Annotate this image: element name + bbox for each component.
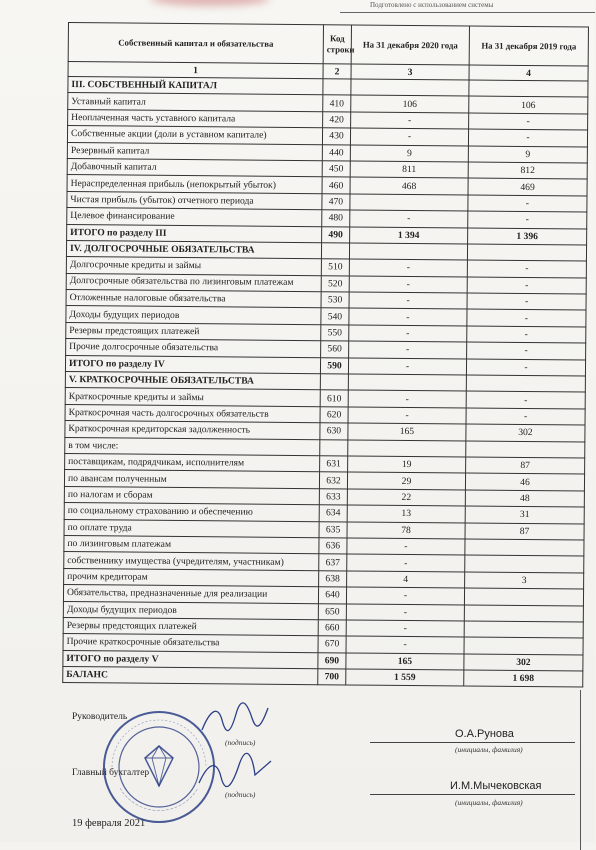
row-code-cell: 520: [321, 275, 349, 292]
column-number-cell: 2: [323, 64, 351, 79]
row-value-2019-cell: -: [469, 113, 588, 130]
row-name-cell: по оплате труда: [64, 519, 319, 538]
row-code-cell: 610: [320, 390, 348, 407]
row-value-2019-cell: [464, 621, 583, 638]
head-sign-caption: (подпись): [225, 738, 256, 747]
col-header-2020: На 31 декабря 2020 года: [351, 25, 469, 65]
row-code-cell: 640: [318, 587, 346, 604]
row-code-cell: 637: [319, 554, 347, 571]
row-value-2020-cell: 13: [347, 505, 465, 522]
row-value-2020-cell: 468: [350, 177, 468, 194]
row-code-cell: 410: [323, 95, 351, 112]
head-name-caption: (инициалы, фамилия): [455, 745, 523, 754]
row-code-cell: 633: [319, 488, 347, 505]
row-code-cell: 460: [322, 177, 350, 194]
balance-table: [62, 22, 589, 688]
row-code-cell: [320, 439, 348, 456]
row-code-cell: 700: [318, 669, 346, 686]
row-code-cell: 650: [318, 603, 346, 620]
row-value-2020-cell: 165: [346, 653, 464, 670]
row-value-2019-cell: 302: [466, 424, 585, 441]
row-value-2019-cell: -: [467, 326, 586, 343]
row-code-cell: 420: [323, 112, 351, 129]
row-value-2019-cell: -: [467, 342, 586, 359]
row-value-2020-cell: -: [349, 292, 467, 309]
row-value-2019-cell: 1 698: [464, 670, 583, 687]
row-name-cell: V. КРАТКОСРОЧНЫЕ ОБЯЗАТЕЛЬСТВА: [65, 372, 320, 391]
row-value-2019-cell: [467, 244, 586, 261]
row-value-2020-cell: 9: [350, 145, 468, 162]
row-value-2020-cell: 19: [348, 456, 466, 473]
row-value-2020-cell: 165: [348, 423, 466, 440]
row-name-cell: по социальному страхованию и обеспечению: [64, 503, 319, 522]
row-code-cell: 632: [319, 472, 347, 489]
row-value-2019-cell: [464, 604, 583, 621]
row-name-cell: ИТОГО по разделу IV: [65, 355, 320, 374]
prepared-note: Подготовлено с использованием системы: [370, 1, 494, 9]
row-name-cell: Резервы предстоящих платежей: [63, 617, 318, 636]
row-value-2019-cell: 469: [468, 178, 587, 195]
row-value-2020-cell: -: [346, 636, 464, 653]
accountant-signature-icon: [195, 755, 275, 795]
table-header-row: [68, 23, 588, 67]
row-name-cell: Долгосрочные обязательства по лизинговым платежам: [66, 273, 321, 292]
row-value-2020-cell: -: [347, 554, 465, 571]
row-name-cell: Прочие краткосрочные обязательства: [63, 634, 318, 653]
row-code-cell: 670: [318, 636, 346, 653]
row-code-cell: 440: [322, 144, 350, 161]
row-value-2020-cell: 4: [347, 571, 465, 588]
row-name-cell: Целевое финансирование: [67, 208, 322, 227]
red-smudge: [150, 0, 270, 6]
header-rule: [340, 12, 595, 13]
row-value-2019-cell: -: [466, 408, 585, 425]
accountant-name-caption: (инициалы, фамилия): [455, 798, 523, 807]
head-signature-icon: [200, 700, 270, 740]
row-value-2020-cell: -: [348, 358, 466, 375]
row-value-2020-cell: -: [348, 390, 466, 407]
row-code-cell: 510: [321, 259, 349, 276]
row-name-cell: в том числе:: [65, 437, 320, 456]
row-code-cell: 590: [320, 357, 348, 374]
row-code-cell: 540: [321, 308, 349, 325]
row-name-cell: ИТОГО по разделу III: [67, 224, 322, 243]
row-name-cell: Уставный капитал: [68, 93, 323, 112]
row-name-cell: III. СОБСТВЕННЫЙ КАПИТАЛ: [68, 77, 323, 96]
row-value-2019-cell: 87: [466, 457, 585, 474]
row-value-2019-cell: 9: [468, 146, 587, 163]
row-value-2020-cell: -: [349, 259, 467, 276]
row-name-cell: ИТОГО по разделу V: [63, 650, 318, 669]
row-value-2019-cell: -: [466, 359, 585, 376]
row-code-cell: [320, 374, 348, 391]
row-value-2020-cell: -: [351, 112, 469, 129]
row-value-2020-cell: 78: [347, 522, 465, 539]
row-name-cell: Отложенные налоговые обязательства: [66, 290, 321, 309]
row-code-cell: 638: [319, 570, 347, 587]
row-value-2019-cell: [464, 637, 583, 654]
row-code-cell: 634: [319, 505, 347, 522]
row-value-2020-cell: -: [349, 276, 467, 293]
row-value-2019-cell: [465, 539, 584, 556]
row-value-2019-cell: -: [467, 260, 586, 277]
row-name-cell: Обязательства, предназначенные для реализации: [63, 585, 318, 604]
row-code-cell: 620: [320, 407, 348, 424]
row-value-2020-cell: [349, 243, 467, 260]
row-name-cell: Добавочный капитал: [67, 158, 322, 177]
row-value-2020-cell: -: [346, 620, 464, 637]
row-value-2020-cell: 22: [347, 489, 465, 506]
row-value-2019-cell: 106: [469, 96, 588, 113]
row-name-cell: Краткосрочные кредиты и займы: [65, 388, 320, 407]
row-code-cell: 560: [321, 341, 349, 358]
row-name-cell: IV. ДОЛГОСРОЧНЫЕ ОБЯЗАТЕЛЬСТВА: [66, 240, 321, 259]
row-code-cell: 470: [322, 193, 350, 210]
row-name-cell: по налогам и сборам: [64, 486, 319, 505]
row-name-cell: БАЛАНС: [63, 667, 318, 686]
column-number-cell: 3: [351, 64, 469, 80]
row-code-cell: 530: [321, 292, 349, 309]
col-header-name: Собственный капитал и обязательства: [68, 23, 323, 64]
head-sign-line: [370, 742, 575, 743]
page-edge: [580, 690, 596, 850]
row-value-2019-cell: -: [468, 129, 587, 146]
row-value-2020-cell: 1 394: [350, 226, 468, 243]
row-value-2020-cell: [348, 440, 466, 457]
row-name-cell: по лизинговым платежам: [64, 535, 319, 554]
row-name-cell: собственнику имущества (учредителям, участникам): [64, 552, 319, 571]
col-header-code: Код строки: [323, 25, 351, 64]
row-name-cell: Краткосрочная часть долгосрочных обязательств: [65, 404, 320, 423]
row-value-2019-cell: [469, 80, 588, 97]
head-name: О.А.Рунова: [455, 728, 514, 740]
row-value-2019-cell: 48: [465, 490, 584, 507]
row-value-2019-cell: -: [467, 309, 586, 326]
row-value-2020-cell: [350, 194, 468, 211]
row-name-cell: Долгосрочные кредиты и займы: [66, 257, 321, 276]
row-value-2019-cell: -: [468, 195, 587, 212]
row-value-2019-cell: 87: [465, 523, 584, 540]
row-code-cell: [321, 243, 349, 260]
row-name-cell: Собственные акции (доли в уставном капитале): [67, 126, 322, 145]
row-code-cell: 630: [320, 423, 348, 440]
row-value-2020-cell: [348, 374, 466, 391]
row-value-2019-cell: [464, 588, 583, 605]
row-name-cell: Резервный капитал: [67, 142, 322, 161]
row-name-cell: по авансам полученным: [64, 470, 319, 489]
row-value-2020-cell: -: [346, 603, 464, 620]
row-code-cell: 430: [322, 128, 350, 145]
row-value-2020-cell: 811: [350, 161, 468, 178]
col-header-2019: На 31 декабря 2019 года: [469, 26, 588, 66]
row-value-2020-cell: -: [348, 407, 466, 424]
accountant-sign-line: [370, 794, 575, 795]
row-value-2020-cell: [351, 79, 469, 96]
row-value-2020-cell: -: [346, 587, 464, 604]
row-name-cell: Чистая прибыль (убыток) отчетного периода: [67, 191, 322, 210]
row-name-cell: Неоплаченная часть уставного капитала: [68, 109, 323, 128]
row-code-cell: 636: [319, 538, 347, 555]
row-name-cell: Нераспределенная прибыль (непокрытый убыток): [67, 175, 322, 194]
row-name-cell: Доходы будущих периодов: [66, 306, 321, 325]
row-value-2019-cell: 3: [465, 572, 584, 589]
row-value-2019-cell: 302: [464, 654, 583, 671]
row-code-cell: 450: [322, 161, 350, 178]
row-value-2019-cell: 46: [465, 473, 584, 490]
row-value-2020-cell: -: [349, 325, 467, 342]
row-code-cell: 660: [318, 620, 346, 637]
row-name-cell: Резервы предстоящих платежей: [66, 322, 321, 341]
row-code-cell: 635: [319, 521, 347, 538]
row-value-2020-cell: 1 559: [346, 669, 464, 686]
row-name-cell: прочим кредиторам: [64, 568, 319, 587]
accountant-sign-caption: (подпись): [225, 790, 256, 799]
row-value-2020-cell: -: [349, 341, 467, 358]
row-value-2019-cell: -: [466, 391, 585, 408]
row-value-2020-cell: 106: [351, 95, 469, 112]
head-label: Руководитель: [72, 712, 128, 722]
row-name-cell: Краткосрочная кредиторская задолженность: [65, 421, 320, 440]
row-value-2019-cell: 1 396: [468, 228, 587, 245]
row-value-2019-cell: [466, 441, 585, 458]
accountant-label: Главный бухгалтер: [72, 768, 150, 778]
row-value-2019-cell: [466, 375, 585, 392]
row-value-2020-cell: -: [347, 538, 465, 555]
row-code-cell: 550: [321, 325, 349, 342]
row-value-2019-cell: 812: [468, 162, 587, 179]
row-value-2019-cell: -: [467, 277, 586, 294]
row-code-cell: [323, 79, 351, 96]
row-value-2020-cell: 29: [347, 472, 465, 489]
row-value-2019-cell: -: [467, 293, 586, 310]
row-name-cell: Доходы будущих периодов: [63, 601, 318, 620]
row-value-2019-cell: [465, 555, 584, 572]
row-name-cell: поставщикам, подрядчикам, исполнителям: [65, 453, 320, 472]
row-value-2020-cell: -: [350, 210, 468, 227]
row-value-2019-cell: 31: [465, 506, 584, 523]
row-code-cell: 631: [320, 456, 348, 473]
row-code-cell: 480: [322, 210, 350, 227]
table-row: [63, 667, 583, 688]
row-name-cell: Прочие долгосрочные обязательства: [66, 339, 321, 358]
table-body: [63, 62, 588, 688]
row-value-2020-cell: -: [349, 308, 467, 325]
column-number-cell: 1: [68, 62, 323, 79]
row-code-cell: 690: [318, 652, 346, 669]
row-code-cell: 490: [322, 226, 350, 243]
report-date: 19 февраля 2021: [72, 818, 146, 829]
row-value-2019-cell: -: [468, 211, 587, 228]
accountant-name: И.М.Мычековская: [450, 780, 542, 792]
row-value-2020-cell: -: [350, 128, 468, 145]
column-number-cell: 4: [469, 65, 588, 81]
